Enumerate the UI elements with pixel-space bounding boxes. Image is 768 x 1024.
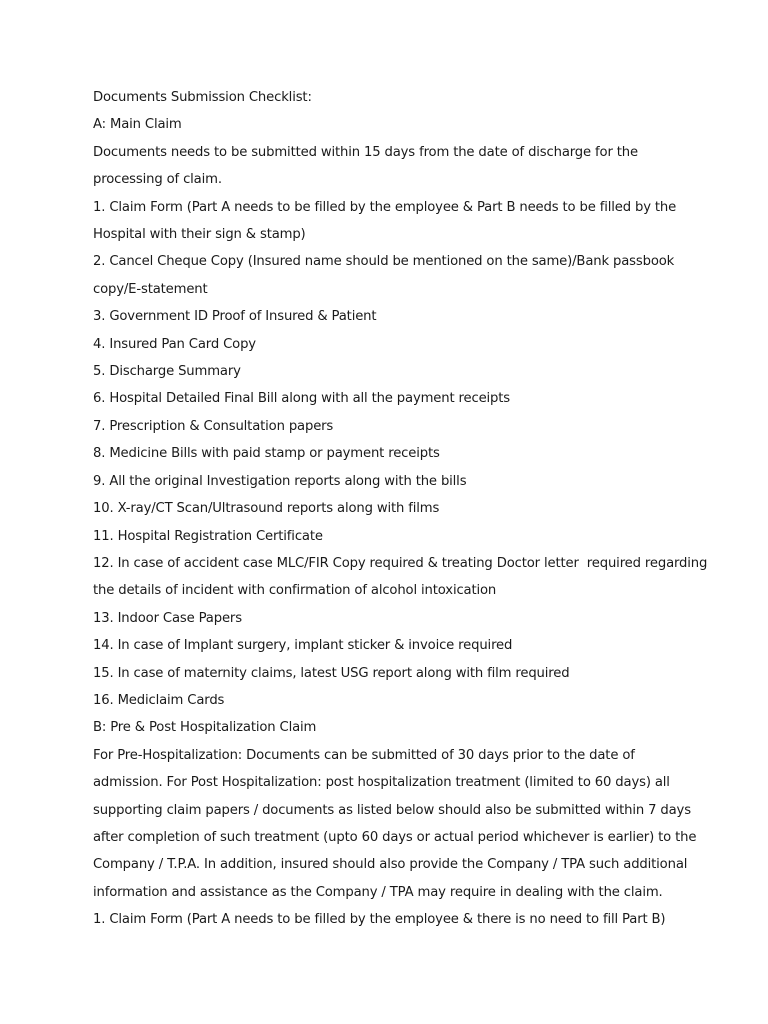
checklist-item: 12. In case of accident case MLC/FIR Copy required & treating Doctor letter required regarding <box>93 555 708 571</box>
checklist-item: 3. Government ID Proof of Insured & Patient <box>93 309 377 325</box>
document-page <box>93 84 708 934</box>
checklist-item-continued: Hospital with their sign & stamp) <box>93 227 306 243</box>
checklist-item: 9. All the original Investigation reports along with the bills <box>93 473 467 489</box>
checklist-item: 8. Medicine Bills with paid stamp or payment receipts <box>93 446 440 462</box>
paragraph-line: For Pre-Hospitalization: Documents can be submitted of 30 days prior to the date of <box>93 747 635 763</box>
paragraph-line: after completion of such treatment (upto 60 days or actual period whichever is earlier) to the <box>93 829 697 845</box>
checklist-item: 11. Hospital Registration Certificate <box>93 528 323 544</box>
checklist-item: 10. X-ray/CT Scan/Ultrasound reports along with films <box>93 501 440 517</box>
paragraph-line: information and assistance as the Company / TPA may require in dealing with the claim. <box>93 884 663 900</box>
paragraph-line: supporting claim papers / documents as listed below should also be submitted within 7 days <box>93 802 691 818</box>
checklist-item: 5. Discharge Summary <box>93 364 241 380</box>
checklist-item: 14. In case of Implant surgery, implant sticker & invoice required <box>93 638 513 654</box>
paragraph-line: Company / T.P.A. In addition, insured should also provide the Company / TPA such additional <box>93 857 688 873</box>
checklist-item: 13. Indoor Case Papers <box>93 610 242 626</box>
checklist-item: 1. Claim Form (Part A needs to be filled by the employee & Part B needs to be filled by the <box>93 199 677 215</box>
checklist-item: 6. Hospital Detailed Final Bill along with all the payment receipts <box>93 391 511 407</box>
document-title: Documents Submission Checklist: <box>93 90 312 105</box>
checklist-item: 1. Claim Form (Part A needs to be filled by the employee & there is no need to fill Part B) <box>93 912 666 928</box>
checklist-item: 16. Mediclaim Cards <box>93 692 225 708</box>
checklist-item: 2. Cancel Cheque Copy (Insured name should be mentioned on the same)/Bank passbook <box>93 254 675 270</box>
checklist-item: 7. Prescription & Consultation papers <box>93 418 334 434</box>
checklist-item-continued: the details of incident with confirmation of alcohol intoxication <box>93 583 497 599</box>
paragraph-line: processing of claim. <box>93 172 222 188</box>
checklist-item: 4. Insured Pan Card Copy <box>93 336 256 352</box>
checklist-item-continued: copy/E-statement <box>93 281 208 297</box>
paragraph-line: admission. For Post Hospitalization: post hospitalization treatment (limited to 60 days) all <box>93 775 670 791</box>
checklist-item: 15. In case of maternity claims, latest USG report along with film required <box>93 665 570 681</box>
section-heading-main-claim: A: Main Claim <box>93 117 182 133</box>
section-heading-pre-post-hospitalization: B: Pre & Post Hospitalization Claim <box>93 720 317 736</box>
paragraph-line: Documents needs to be submitted within 15 days from the date of discharge for the <box>93 144 638 160</box>
